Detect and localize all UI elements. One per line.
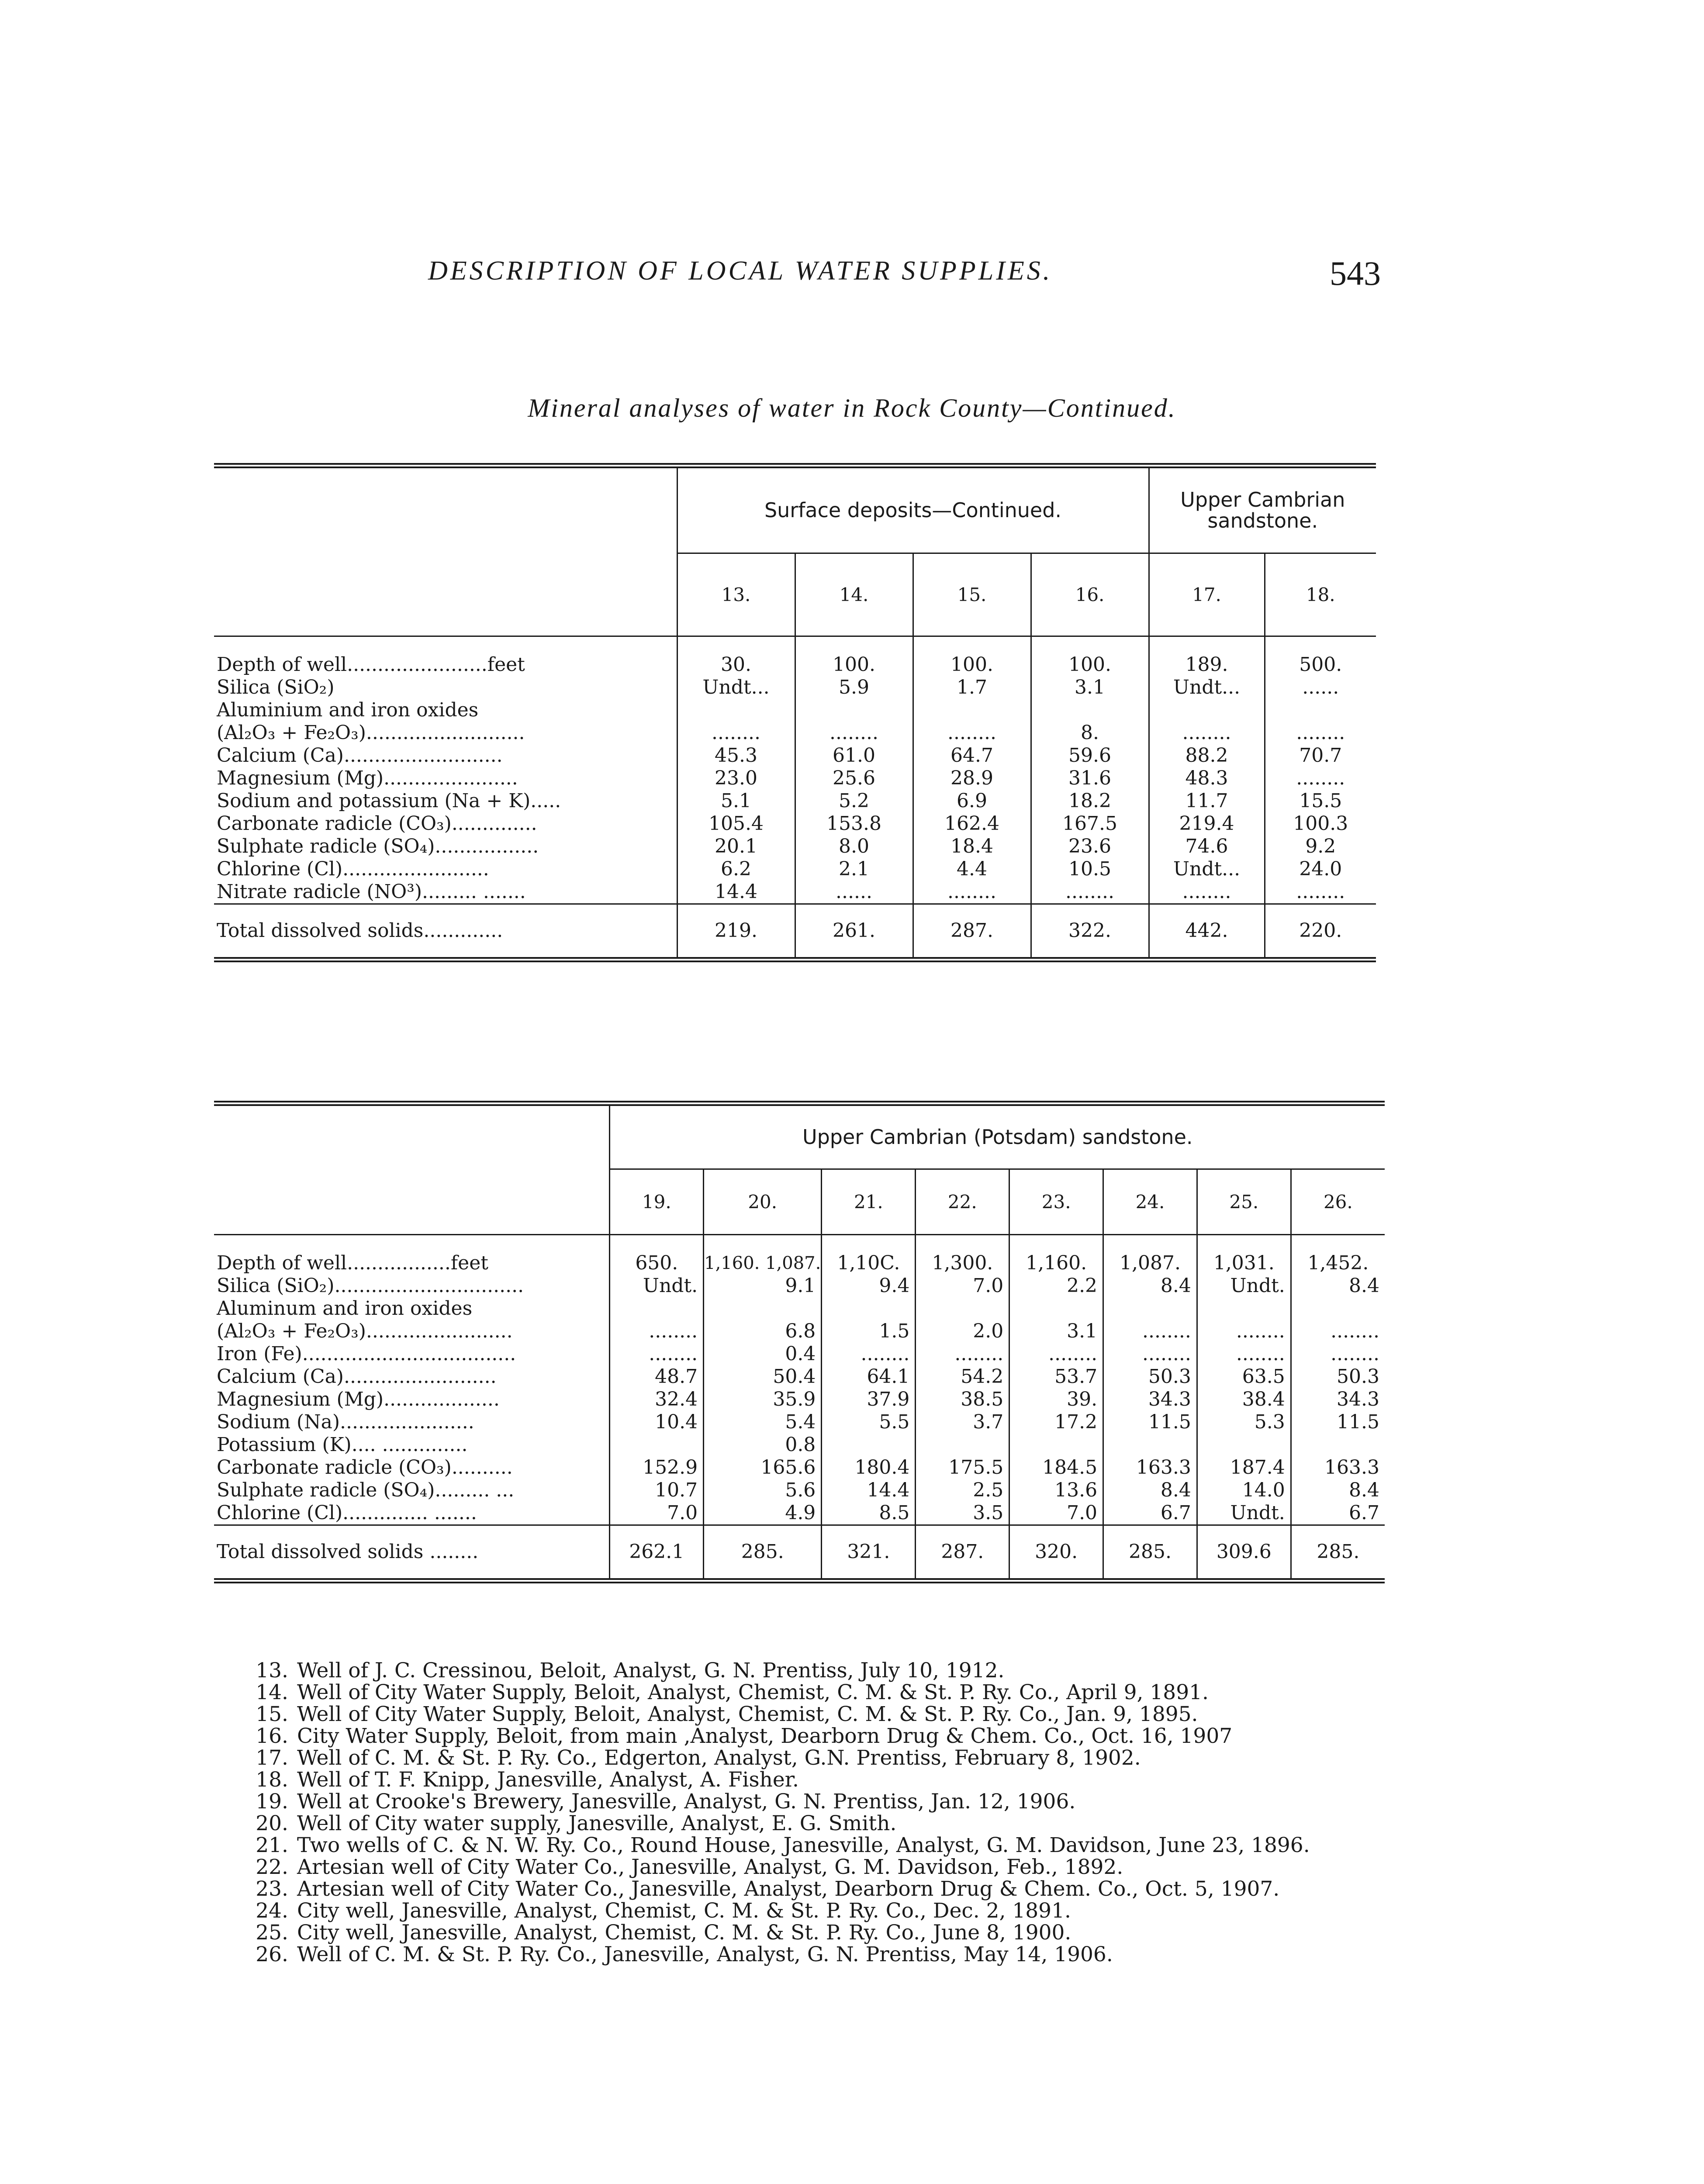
note-number: 13. <box>256 1659 288 1683</box>
list-item <box>245 1769 1389 1791</box>
row-label: Silica (SiO₂) <box>217 676 335 698</box>
analysis-table-surface <box>214 463 1376 962</box>
cell: 2.0 <box>916 1320 1009 1343</box>
cell <box>795 699 913 722</box>
note-text: City well, Janesville, Analyst, Chemist, C. M. & St. P. Ry. Co., Dec. 2, 1891. <box>297 1899 1071 1923</box>
cell: Undt. <box>1197 1502 1291 1525</box>
row-label: Calcium (Ca)......................... <box>217 1365 497 1388</box>
cell: 3.1 <box>1009 1320 1103 1343</box>
cell <box>913 699 1031 722</box>
cell: 6.7 <box>1291 1502 1385 1525</box>
column-header: 16. <box>1031 553 1149 636</box>
cell: 153.8 <box>795 812 913 835</box>
cell: ........ <box>610 1320 704 1343</box>
note-number: 22. <box>256 1855 288 1879</box>
column-header: 25. <box>1197 1169 1291 1234</box>
cell: ........ <box>1009 1343 1103 1365</box>
table-row <box>214 1434 1385 1456</box>
cell <box>1197 1434 1291 1456</box>
column-header: 15. <box>913 553 1031 636</box>
row-label: Potassium (K).... .............. <box>217 1434 468 1456</box>
cell: ........ <box>1197 1343 1291 1365</box>
cell: 70.7 <box>1265 744 1376 767</box>
column-header: 14. <box>795 553 913 636</box>
note-number: 21. <box>256 1833 288 1857</box>
cell: 7.0 <box>1009 1502 1103 1525</box>
cell: 500. <box>1265 653 1376 676</box>
cell: 1.5 <box>822 1320 916 1343</box>
cell: 8.4 <box>1291 1275 1385 1297</box>
total-cell: 287. <box>913 904 1031 960</box>
note-number: 15. <box>256 1702 288 1726</box>
list-item <box>245 1682 1389 1704</box>
cell: 7.0 <box>916 1275 1009 1297</box>
note-text: Well of T. F. Knipp, Janesville, Analyst, A. Fisher. <box>297 1768 799 1792</box>
cell: ........ <box>610 1343 704 1365</box>
list-item <box>245 1944 1389 1966</box>
cell: 28.9 <box>913 767 1031 790</box>
cell: 5.5 <box>822 1411 916 1434</box>
cell <box>1103 1434 1197 1456</box>
cell <box>822 1434 916 1456</box>
cell: ........ <box>1031 881 1149 904</box>
column-header: 26. <box>1291 1169 1385 1234</box>
cell: Undt. <box>610 1275 704 1297</box>
note-number: 23. <box>256 1877 288 1901</box>
list-item <box>245 1725 1389 1747</box>
cell: 14.4 <box>822 1479 916 1502</box>
cell: 53.7 <box>1009 1365 1103 1388</box>
cell: 38.4 <box>1197 1388 1291 1411</box>
cell: 88.2 <box>1149 744 1265 767</box>
cell <box>1149 699 1265 722</box>
cell: 38.5 <box>916 1388 1009 1411</box>
table-caption: Mineral analyses of water in Rock County—Continued. <box>528 394 1176 422</box>
total-cell: 322. <box>1031 904 1149 960</box>
row-label: Magnesium (Mg)................... <box>217 1388 500 1410</box>
table-row <box>214 767 1376 790</box>
cell: 1,10C. <box>822 1252 916 1275</box>
column-header: 17. <box>1149 553 1265 636</box>
cell: 8.4 <box>1291 1479 1385 1502</box>
cell: 5.9 <box>795 676 913 699</box>
cell: 39. <box>1009 1388 1103 1411</box>
cell: 1.7 <box>913 676 1031 699</box>
list-item <box>245 1660 1389 1682</box>
cell: 163.3 <box>1291 1456 1385 1479</box>
cell: Undt... <box>1149 676 1265 699</box>
cell <box>1291 1434 1385 1456</box>
cell: 1,300. <box>916 1252 1009 1275</box>
note-text: Well of City Water Supply, Beloit, Analyst, Chemist, C. M. & St. P. Ry. Co., Jan. 9, 1895. <box>297 1702 1198 1726</box>
cell: 63.5 <box>1197 1365 1291 1388</box>
total-cell: 321. <box>822 1525 916 1581</box>
cell: 8.4 <box>1103 1479 1197 1502</box>
cell: 1,031. <box>1197 1252 1291 1275</box>
row-label: Depth of well.................feet <box>217 1252 488 1274</box>
cell: ........ <box>1291 1343 1385 1365</box>
cell: Undt... <box>1149 858 1265 881</box>
cell <box>1291 1297 1385 1320</box>
cell: ...... <box>1265 676 1376 699</box>
cell: 6.7 <box>1103 1502 1197 1525</box>
table-row <box>214 1365 1385 1388</box>
list-item <box>245 1878 1389 1900</box>
list-item <box>245 1813 1389 1835</box>
row-label: Silica (SiO₂)............................... <box>217 1275 524 1297</box>
table-row <box>214 653 1376 676</box>
note-number: 16. <box>256 1724 288 1748</box>
cell: 8.4 <box>1103 1275 1197 1297</box>
cell: 165.6 <box>704 1456 822 1479</box>
cell: 2.1 <box>795 858 913 881</box>
cell: 11.5 <box>1291 1411 1385 1434</box>
cell: 11.7 <box>1149 790 1265 812</box>
total-cell: 309.6 <box>1197 1525 1291 1581</box>
cell: 167.5 <box>1031 812 1149 835</box>
cell: 162.4 <box>913 812 1031 835</box>
list-item <box>245 1747 1389 1769</box>
row-label: (Al₂O₃ + Fe₂O₃).......................... <box>217 722 525 744</box>
cell: ........ <box>913 881 1031 904</box>
row-label: Sulphate radicle (SO₄)................. <box>217 835 539 857</box>
running-title: DESCRIPTION OF LOCAL WATER SUPPLIES. <box>428 256 1053 286</box>
cell: 50.3 <box>1103 1365 1197 1388</box>
cell: 650. <box>610 1252 704 1275</box>
cell: Undt. <box>1197 1275 1291 1297</box>
cell: 184.5 <box>1009 1456 1103 1479</box>
note-number: 14. <box>256 1680 288 1704</box>
total-row <box>214 904 1376 960</box>
cell: 6.8 <box>704 1320 822 1343</box>
table-row <box>214 1502 1385 1525</box>
row-label: Nitrate radicle (NO³)......... ....... <box>217 881 526 903</box>
row-label: Sodium and potassium (Na + K)..... <box>217 790 561 812</box>
table-row <box>214 790 1376 812</box>
cell: 15.5 <box>1265 790 1376 812</box>
cell: 32.4 <box>610 1388 704 1411</box>
cell: 9.4 <box>822 1275 916 1297</box>
total-cell: 285. <box>1291 1525 1385 1581</box>
cell: ........ <box>1103 1343 1197 1365</box>
row-label: Magnesium (Mg)...................... <box>217 767 518 789</box>
cell: 6.2 <box>677 858 795 881</box>
column-group-upper-cambrian: Upper Cambrian sandstone. <box>1149 466 1376 553</box>
cell: 2.2 <box>1009 1275 1103 1297</box>
cell: 5.2 <box>795 790 913 812</box>
cell: ........ <box>677 722 795 744</box>
total-cell: 285. <box>1103 1525 1197 1581</box>
table-row <box>214 881 1376 904</box>
table-row <box>214 1411 1385 1434</box>
row-label: (Al₂O₃ + Fe₂O₃)........................ <box>217 1320 513 1342</box>
cell: 37.9 <box>822 1388 916 1411</box>
cell: 180.4 <box>822 1456 916 1479</box>
table-row <box>214 676 1376 699</box>
cell: 0.8 <box>704 1434 822 1456</box>
note-number: 26. <box>256 1942 288 1966</box>
cell: 105.4 <box>677 812 795 835</box>
note-number: 18. <box>256 1768 288 1792</box>
cell: 59.6 <box>1031 744 1149 767</box>
cell: 5.1 <box>677 790 795 812</box>
cell: 152.9 <box>610 1456 704 1479</box>
table-row <box>214 835 1376 858</box>
list-item <box>245 1900 1389 1922</box>
page-number: 543 <box>1330 254 1381 292</box>
cell <box>704 1297 822 1320</box>
cell: 50.3 <box>1291 1365 1385 1388</box>
cell: 9.2 <box>1265 835 1376 858</box>
cell: 14.4 <box>677 881 795 904</box>
table-row <box>214 812 1376 835</box>
total-cell: 261. <box>795 904 913 960</box>
table-row <box>214 1479 1385 1502</box>
note-number: 24. <box>256 1899 288 1923</box>
cell: 8. <box>1031 722 1149 744</box>
column-header: 24. <box>1103 1169 1197 1234</box>
column-header: 18. <box>1265 553 1376 636</box>
table-row <box>214 1388 1385 1411</box>
column-header: 21. <box>822 1169 916 1234</box>
cell: 64.7 <box>913 744 1031 767</box>
cell: 10.5 <box>1031 858 1149 881</box>
cell <box>916 1297 1009 1320</box>
note-text: Well of C. M. & St. P. Ry. Co., Edgerton, Analyst, G.N. Prentiss, February 8, 1902. <box>297 1746 1141 1770</box>
table-row <box>214 722 1376 744</box>
cell: 175.5 <box>916 1456 1009 1479</box>
cell: 48.3 <box>1149 767 1265 790</box>
note-number: 20. <box>256 1811 288 1835</box>
total-cell: 442. <box>1149 904 1265 960</box>
cell: 25.6 <box>795 767 913 790</box>
list-item <box>245 1835 1389 1856</box>
column-header: 20. <box>704 1169 822 1234</box>
cell: ........ <box>1149 881 1265 904</box>
note-text: Well at Crooke's Brewery, Janesville, Analyst, G. N. Prentiss, Jan. 12, 1906. <box>297 1790 1076 1814</box>
cell: ........ <box>1197 1320 1291 1343</box>
cell: 8.0 <box>795 835 913 858</box>
note-text: City Water Supply, Beloit, from main ,Analyst, Dearborn Drug & Chem. Co., Oct. 16, 1907 <box>297 1724 1233 1748</box>
cell: ........ <box>1265 881 1376 904</box>
cell <box>1103 1297 1197 1320</box>
note-text: Artesian well of City Water Co., Janesville, Analyst, G. M. Davidson, Feb., 1892. <box>297 1855 1123 1879</box>
table-corner <box>214 466 677 636</box>
cell: Undt... <box>677 676 795 699</box>
cell: 54.2 <box>916 1365 1009 1388</box>
row-label: Chlorine (Cl).............. ....... <box>217 1502 477 1524</box>
cell: ........ <box>795 722 913 744</box>
total-row <box>214 1525 1385 1581</box>
list-item <box>245 1922 1389 1944</box>
row-label: Chlorine (Cl)........................ <box>217 858 489 880</box>
cell <box>677 699 795 722</box>
cell: 61.0 <box>795 744 913 767</box>
cell <box>610 1297 704 1320</box>
list-item <box>245 1791 1389 1813</box>
row-label: Sulphate radicle (SO₄)......... ... <box>217 1479 515 1501</box>
cell: 1,160. <box>1009 1252 1103 1275</box>
total-cell: 220. <box>1265 904 1376 960</box>
row-label: Depth of well.......................feet <box>217 653 525 676</box>
table-row <box>214 1343 1385 1365</box>
cell: 8.5 <box>822 1502 916 1525</box>
cell: ........ <box>916 1343 1009 1365</box>
cell: 23.6 <box>1031 835 1149 858</box>
cell: 100. <box>1031 653 1149 676</box>
cell: 4.9 <box>704 1502 822 1525</box>
cell: 10.4 <box>610 1411 704 1434</box>
cell: 1,160. 1,087. <box>704 1252 822 1275</box>
total-cell: 219. <box>677 904 795 960</box>
note-text: Artesian well of City Water Co., Janesville, Analyst, Dearborn Drug & Chem. Co., Oct. 5, 1907. <box>297 1877 1280 1901</box>
cell: 74.6 <box>1149 835 1265 858</box>
note-number: 17. <box>256 1746 288 1770</box>
cell: 18.4 <box>913 835 1031 858</box>
cell <box>1009 1297 1103 1320</box>
total-cell: 262.1 <box>610 1525 704 1581</box>
total-cell: 285. <box>704 1525 822 1581</box>
cell: 11.5 <box>1103 1411 1197 1434</box>
list-item <box>245 1704 1389 1725</box>
cell: 6.9 <box>913 790 1031 812</box>
row-label: Carbonate radicle (CO₃).............. <box>217 812 537 835</box>
row-label: Sodium (Na)...................... <box>217 1411 474 1433</box>
table-row <box>214 699 1376 722</box>
cell: 10.7 <box>610 1479 704 1502</box>
cell: 1,087. <box>1103 1252 1197 1275</box>
table-row <box>214 1456 1385 1479</box>
page-header <box>428 256 1381 295</box>
table1-body <box>214 653 1376 904</box>
cell: 14.0 <box>1197 1479 1291 1502</box>
cell: 5.6 <box>704 1479 822 1502</box>
note-text: Well of J. C. Cressinou, Beloit, Analyst, G. N. Prentiss, July 10, 1912. <box>297 1659 1005 1683</box>
cell: 50.4 <box>704 1365 822 1388</box>
cell: 48.7 <box>610 1365 704 1388</box>
row-label: Iron (Fe)................................... <box>217 1343 516 1365</box>
cell <box>1009 1434 1103 1456</box>
total-label: Total dissolved solids ........ <box>214 1525 610 1581</box>
cell: 45.3 <box>677 744 795 767</box>
cell: 2.5 <box>916 1479 1009 1502</box>
cell: 219.4 <box>1149 812 1265 835</box>
cell: ........ <box>822 1343 916 1365</box>
note-text: Well of City Water Supply, Beloit, Analyst, Chemist, C. M. & St. P. Ry. Co., April 9, 1891. <box>297 1680 1209 1704</box>
cell: 24.0 <box>1265 858 1376 881</box>
table-corner <box>214 1103 610 1234</box>
total-cell: 320. <box>1009 1525 1103 1581</box>
column-header: 22. <box>916 1169 1009 1234</box>
column-header: 19. <box>610 1169 704 1234</box>
cell: 1,452. <box>1291 1252 1385 1275</box>
cell <box>916 1434 1009 1456</box>
source-notes <box>245 1660 1389 1966</box>
list-item <box>245 1856 1389 1878</box>
row-label: Aluminum and iron oxides <box>217 1297 473 1320</box>
table-row <box>214 1252 1385 1275</box>
cell: 34.3 <box>1291 1388 1385 1411</box>
cell: ...... <box>795 881 913 904</box>
cell: 7.0 <box>610 1502 704 1525</box>
table2-body <box>214 1252 1385 1525</box>
analysis-table-potsdam <box>214 1101 1385 1583</box>
cell: ........ <box>1265 767 1376 790</box>
cell: 64.1 <box>822 1365 916 1388</box>
cell: ........ <box>1103 1320 1197 1343</box>
cell <box>822 1297 916 1320</box>
table-row <box>214 858 1376 881</box>
table-row <box>214 1297 1385 1320</box>
cell: 31.6 <box>1031 767 1149 790</box>
table-row <box>214 1275 1385 1297</box>
column-group-potsdam: Upper Cambrian (Potsdam) sandstone. <box>610 1103 1385 1169</box>
cell <box>610 1434 704 1456</box>
cell <box>1031 699 1149 722</box>
table-row <box>214 744 1376 767</box>
total-cell: 287. <box>916 1525 1009 1581</box>
cell: 20.1 <box>677 835 795 858</box>
cell: 5.4 <box>704 1411 822 1434</box>
cell: 187.4 <box>1197 1456 1291 1479</box>
row-label: Calcium (Ca).......................... <box>217 744 503 767</box>
cell: 18.2 <box>1031 790 1149 812</box>
column-group-surface-deposits: Surface deposits—Continued. <box>677 466 1149 553</box>
total-label: Total dissolved solids............. <box>214 904 677 960</box>
note-text: Well of C. M. & St. P. Ry. Co., Janesville, Analyst, G. N. Prentiss, May 14, 1906. <box>297 1942 1113 1966</box>
cell: 30. <box>677 653 795 676</box>
cell: 189. <box>1149 653 1265 676</box>
cell: 4.4 <box>913 858 1031 881</box>
cell: 9.1 <box>704 1275 822 1297</box>
column-header: 23. <box>1009 1169 1103 1234</box>
cell <box>1197 1297 1291 1320</box>
note-number: 25. <box>256 1921 288 1945</box>
cell: 5.3 <box>1197 1411 1291 1434</box>
cell: ........ <box>1265 722 1376 744</box>
row-label: Carbonate radicle (CO₃).......... <box>217 1456 513 1479</box>
note-number: 19. <box>256 1790 288 1814</box>
cell: 3.1 <box>1031 676 1149 699</box>
cell: 35.9 <box>704 1388 822 1411</box>
cell: 100. <box>913 653 1031 676</box>
cell: 100. <box>795 653 913 676</box>
column-header: 13. <box>677 553 795 636</box>
cell: 163.3 <box>1103 1456 1197 1479</box>
cell <box>1265 699 1376 722</box>
table-row <box>214 1320 1385 1343</box>
cell: 34.3 <box>1103 1388 1197 1411</box>
cell: 3.7 <box>916 1411 1009 1434</box>
cell: ........ <box>1149 722 1265 744</box>
cell: 17.2 <box>1009 1411 1103 1434</box>
cell: 13.6 <box>1009 1479 1103 1502</box>
note-text: City well, Janesville, Analyst, Chemist, C. M. & St. P. Ry. Co., June 8, 1900. <box>297 1921 1071 1945</box>
cell: ........ <box>913 722 1031 744</box>
cell: 100.3 <box>1265 812 1376 835</box>
cell: 23.0 <box>677 767 795 790</box>
note-text: Well of City water supply, Janesville, Analyst, E. G. Smith. <box>297 1811 897 1835</box>
cell: ........ <box>1291 1320 1385 1343</box>
cell: 3.5 <box>916 1502 1009 1525</box>
note-text: Two wells of C. & N. W. Ry. Co., Round House, Janesville, Analyst, G. M. Davidson, June 23, 1896. <box>297 1833 1310 1857</box>
cell: 0.4 <box>704 1343 822 1365</box>
row-label: Aluminium and iron oxides <box>217 699 479 721</box>
